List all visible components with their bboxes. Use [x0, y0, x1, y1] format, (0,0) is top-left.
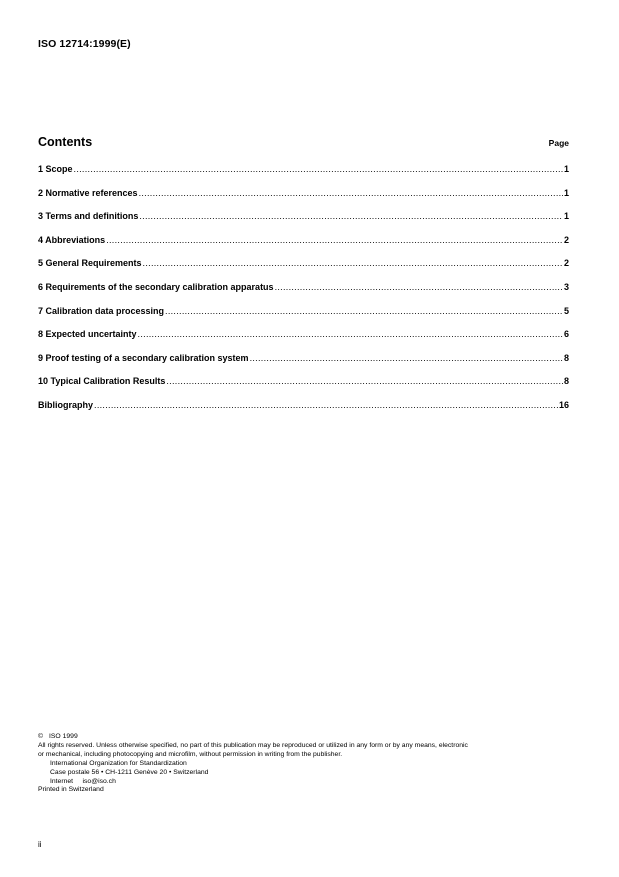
- toc-entry[interactable]: [38, 235, 569, 259]
- contents-title: Contents: [38, 135, 93, 149]
- rights-line-1: All rights reserved. Unless otherwise specified, no part of this publication may be reproduced or utilized in any form or by any means, electronic: [38, 741, 468, 749]
- toc-entry-page: 2: [563, 234, 569, 245]
- toc-dot-leader: [94, 400, 558, 410]
- toc-dot-leader: [166, 376, 563, 386]
- toc-entry-page: 1: [563, 187, 569, 198]
- internet-line: [38, 778, 578, 787]
- toc-entry-title: 6 Requirements of the secondary calibration apparatus: [38, 281, 274, 292]
- toc-entry-title: 2 Normative references: [38, 187, 138, 198]
- page-column-label: Page: [548, 138, 569, 148]
- toc-entry[interactable]: [38, 258, 569, 282]
- copyright-line: [38, 733, 578, 742]
- toc-dot-leader: [138, 329, 563, 339]
- toc-entry-title: 4 Abbreviations: [38, 234, 106, 245]
- toc-entry-page: 1: [563, 164, 569, 174]
- organization-address: Case postale 56 • CH-1211 Genève 20 • Switzerland: [50, 768, 209, 776]
- toc-entry[interactable]: [38, 329, 569, 353]
- toc-dot-leader: [165, 306, 563, 316]
- toc-dot-leader: [275, 282, 563, 292]
- toc-dot-leader: [106, 235, 563, 245]
- toc-entry-title: Bibliography: [38, 399, 94, 410]
- toc-dot-leader: [139, 188, 563, 198]
- internet-label: Internet: [50, 777, 74, 785]
- toc-entry[interactable]: [38, 164, 569, 188]
- toc-entry-title: 3 Terms and definitions: [38, 211, 139, 222]
- toc-entry-page: 3: [563, 281, 569, 292]
- page-number: ii: [38, 840, 42, 849]
- toc-dot-leader: [250, 353, 563, 363]
- toc-entry[interactable]: [38, 400, 569, 424]
- document-header: ISO 12714:1999(E): [38, 38, 131, 50]
- toc-entry[interactable]: [38, 353, 569, 377]
- toc-entry-page: 6: [563, 329, 569, 340]
- toc-entry[interactable]: [38, 376, 569, 400]
- toc-entry[interactable]: [38, 211, 569, 235]
- table-of-contents: [38, 164, 569, 424]
- toc-entry-title: 9 Proof testing of a secondary calibration system: [38, 352, 249, 363]
- toc-entry[interactable]: [38, 282, 569, 306]
- toc-entry-page: 2: [563, 258, 569, 269]
- copyright-text: ISO 1999: [49, 733, 78, 740]
- toc-entry-page: 1: [563, 211, 569, 222]
- toc-entry-title: 10 Typical Calibration Results: [38, 376, 166, 387]
- printed-in-line: Printed in Switzerland: [38, 786, 104, 794]
- toc-entry-title: 8 Expected uncertainty: [38, 329, 137, 340]
- contents-heading-row: [38, 135, 569, 151]
- toc-entry-page: 5: [563, 305, 569, 316]
- toc-entry-page: 16: [558, 399, 569, 410]
- toc-entry-title: 7 Calibration data processing: [38, 305, 165, 316]
- toc-entry-page: 8: [563, 352, 569, 363]
- organization-name: International Organization for Standardization: [50, 759, 187, 767]
- rights-line-2: or mechanical, including photocopying and microfilm, without permission in writing from the publisher.: [38, 750, 343, 758]
- internet-email: iso@iso.ch: [82, 777, 116, 785]
- toc-entry-title: 1 Scope: [38, 164, 73, 174]
- toc-entry[interactable]: [38, 306, 569, 330]
- toc-dot-leader: [74, 164, 563, 174]
- toc-dot-leader: [143, 258, 563, 268]
- toc-entry-title: 5 General Requirements: [38, 258, 142, 269]
- copyright-footer: [38, 733, 578, 795]
- toc-entry-page: 8: [563, 376, 569, 387]
- toc-dot-leader: [139, 211, 563, 221]
- copyright-symbol: ©: [38, 733, 44, 740]
- toc-entry[interactable]: [38, 188, 569, 212]
